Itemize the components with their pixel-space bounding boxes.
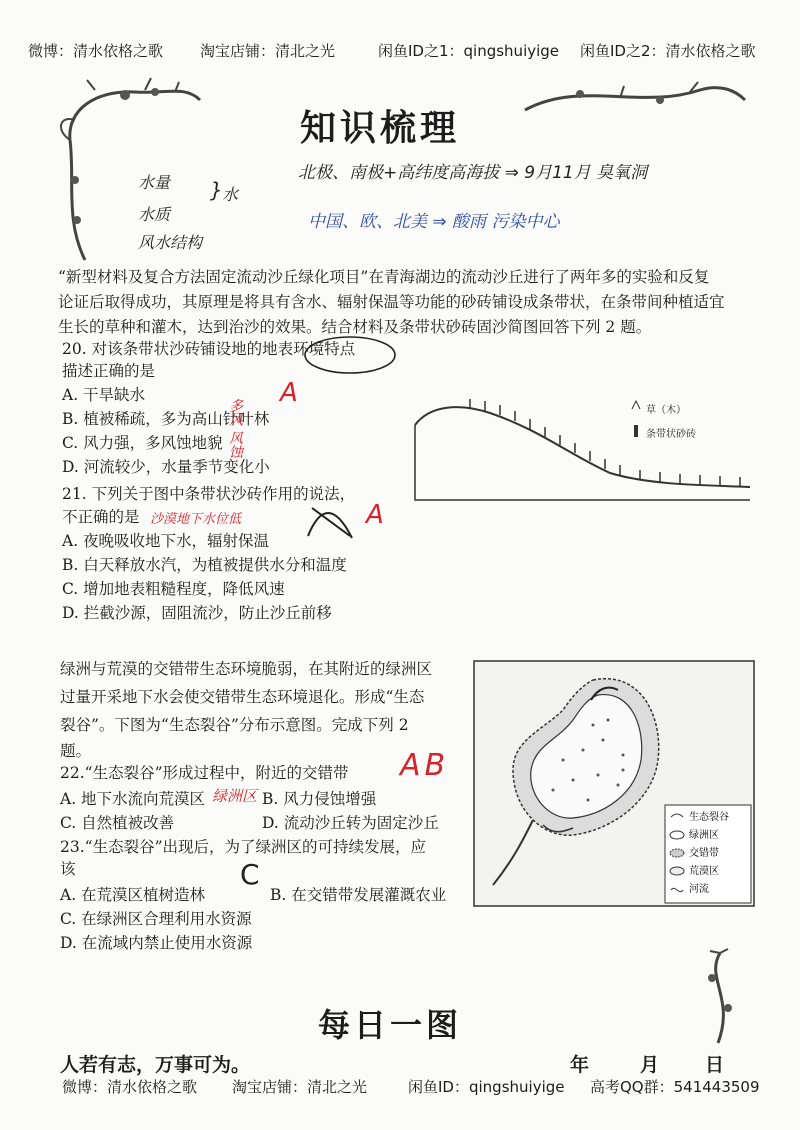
cross-mark-q21: [300, 496, 360, 546]
q20-option-c: C. 风力强，多风蚀地貌: [62, 434, 223, 452]
q20-stem-cont: 描述正确的是: [62, 362, 156, 380]
note-acid-rain: 中国、欧、北美 ⇒ 酸雨 污染中心: [308, 212, 560, 232]
footer-weibo: 微博：清水依格之歌: [62, 1078, 198, 1096]
q20-red-note: 多风 风蚀: [227, 398, 243, 459]
figure1-label-grass: 草（木）: [646, 405, 686, 416]
passage1-line1: “新型材料及复合方法固定流动沙丘绿化项目”在青海湖边的流动沙丘进行了两年多的实验和反复: [58, 268, 710, 286]
legend-ecotone: 交错带: [689, 848, 719, 859]
passage1-line3: 生长的草种和灌木，达到治沙的效果。结合材料及条带状砂砖固沙简图回答下列 2 题。: [58, 318, 652, 336]
q20-option-d: D. 河流较少，水量季节变化小: [62, 458, 270, 476]
legend-desert: 荒漠区: [689, 866, 719, 877]
q20-option-b: B. 植被稀疏，多为高山针叶林: [62, 410, 270, 428]
legend-river: 河流: [689, 884, 709, 895]
page-title: 知识梳理: [300, 108, 461, 149]
q21-red-answer: A: [366, 500, 384, 530]
legend-rift: 生态裂谷: [689, 812, 729, 823]
q22-option-b: B. 风力侵蚀增强: [262, 790, 377, 808]
q23-stem: 23.“生态裂谷”出现后，为了绿洲区的可持续发展，应: [60, 838, 426, 856]
header-taobao: 淘宝店铺：清北之光: [200, 42, 336, 60]
figure1-label-brick: 条带状砂砖: [646, 429, 696, 440]
date-day-label: 日: [705, 1054, 725, 1076]
q22-option-a: A. 地下水流向荒漠区: [60, 790, 206, 808]
q21-red-note: 沙漠地下水位低: [150, 512, 242, 527]
q22-red-note: 绿洲区: [212, 787, 258, 805]
passage2-line3: 裂谷”。下图为“生态裂谷”分布示意图。完成下列 2: [60, 716, 409, 734]
passage2-line1: 绿洲与荒漠的交错带生态环境脆弱，在其附近的绿洲区: [60, 660, 433, 678]
header-xianyu1: 闲鱼ID之1：qingshuiyige: [378, 42, 560, 60]
q23-handwritten-answer: C: [240, 858, 260, 891]
q22-option-d: D. 流动沙丘转为固定沙丘: [262, 814, 439, 832]
daily-title: 每日一图: [318, 1006, 463, 1044]
note-water-quality: 水质: [138, 205, 171, 224]
q23-option-c: C. 在绿洲区合理利用水资源: [60, 910, 252, 928]
legend-oasis: 绿洲区: [689, 830, 719, 841]
footer-xianyu: 闲鱼ID：qingshuiyige: [408, 1078, 565, 1096]
q21-option-c: C. 增加地表粗糙程度，降低风速: [62, 580, 285, 598]
figure-ecological-rift-map: [473, 660, 755, 907]
q22-stem: 22.“生态裂谷”形成过程中，附近的交错带: [60, 764, 349, 782]
date-month-label: 月: [640, 1054, 660, 1076]
q23-option-a: A. 在荒漠区植树造林: [60, 886, 206, 904]
q22-option-c: C. 自然植被改善: [60, 814, 175, 832]
q23-stem-cont: 该: [60, 860, 76, 878]
q21-option-d: D. 拦截沙源，固阻流沙，防止沙丘前移: [62, 604, 332, 622]
note-water-tag: 水: [222, 185, 239, 204]
figure-sand-brick-slope: [410, 385, 755, 505]
q20-stem: 20. 对该条带状沙砖铺设地的地表环境特点: [62, 340, 356, 358]
q21-stem: 21. 下列关于图中条带状沙砖作用的说法，: [62, 485, 356, 503]
q20-option-a: A. 干旱缺水: [62, 386, 146, 404]
motto: 人若有志，万事可为。: [60, 1054, 251, 1076]
vine-ornament-bottom: [690, 948, 750, 1048]
header-weibo: 微博：清水依格之歌: [28, 42, 164, 60]
circle-mark-environment: [300, 330, 400, 380]
note-water-brace: }: [210, 178, 223, 202]
q23-option-d: D. 在流域内禁止使用水资源: [60, 934, 253, 952]
date-year-label: 年: [570, 1054, 590, 1076]
vine-ornament-right: [520, 70, 750, 130]
passage2-line4: 题。: [60, 742, 92, 760]
q23-option-b: B. 在交错带发展灌溉农业: [270, 886, 447, 904]
footer-qq: 高考QQ群：541443509: [590, 1078, 760, 1096]
q21-option-a: A. 夜晚吸收地下水，辐射保温: [62, 532, 270, 550]
q20-red-answer: A: [280, 378, 298, 408]
note-water-structure: 风水结构: [138, 233, 203, 252]
passage1-line2: 论证后取得成功，其原理是将具有含水、辐射保温等功能的砂砖铺设成条带状，在条带间种植适宜: [58, 293, 725, 311]
note-water-quantity: 水量: [138, 173, 171, 192]
passage2-line2: 过量开采地下水会使交错带生态环境退化。形成“生态: [60, 688, 425, 706]
note-ozone: 北极、南极+高纬度高海拔 ⇒ 9月11月 臭氧洞: [298, 163, 648, 183]
q22-red-answer: AB: [400, 748, 450, 783]
q21-stem-cont: 不正确的是: [62, 508, 140, 526]
header-xianyu2: 闲鱼ID之2：清水依格之歌: [580, 42, 756, 60]
q21-option-b: B. 白天释放水汽，为植被提供水分和温度: [62, 556, 347, 574]
footer-taobao: 淘宝店铺：清北之光: [232, 1078, 368, 1096]
